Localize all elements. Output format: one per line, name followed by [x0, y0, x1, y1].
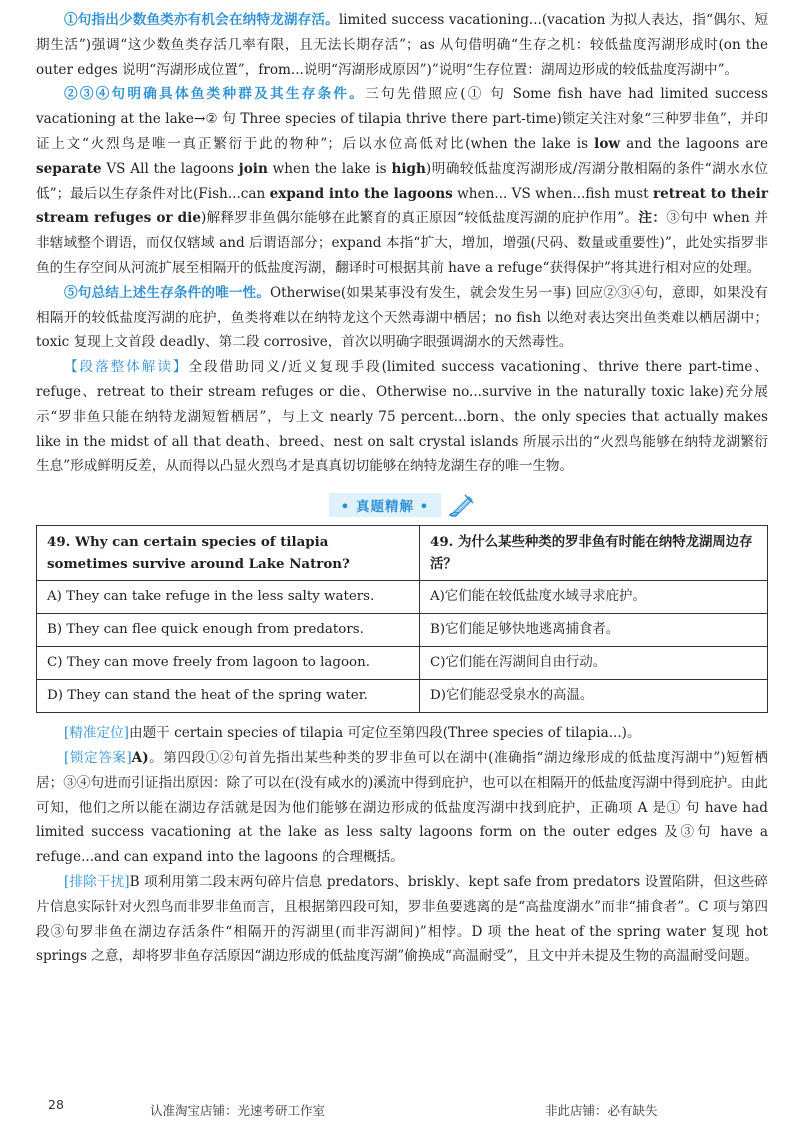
paragraph-2-text: )明确较低盐度泻湖形成/泻湖分散相隔的条件“湖水水位低”；最后以生存条件对比(Fish...can: [36, 160, 768, 202]
option-row: [37, 647, 768, 680]
keyword-expand: expand into the lagoons: [269, 185, 453, 202]
option-c-zh: C)它们能在泻湖间自由行动。: [420, 647, 768, 680]
note-label: 注：: [638, 210, 667, 227]
option-c-en: C) They can move freely from lagoon to lagoon.: [37, 647, 420, 680]
paragraph-2: [36, 82, 768, 280]
question-row: [37, 526, 768, 581]
option-b-zh: B)它们能足够快地逃离捕食者。: [420, 614, 768, 647]
footer-shop-right: 非此店铺：必有缺失: [545, 1103, 658, 1118]
paragraph-2-text: 三句先借照应(① 句 Some fish have had limited success vacationing at the lake→② 句 Three species of tilapia thrive there part-time)锁定关注对象“三种罗非鱼”，并印证上文“火烈鸟是唯一真正繁衍于此的物种”；后以水位高低对比(when the lake is: [36, 86, 768, 152]
analysis-locate-tag: [精准定位]: [64, 725, 129, 742]
option-b-en: B) They can flee quick enough from predators.: [37, 614, 420, 647]
pen-icon: [447, 493, 475, 517]
paragraph-1-lead: ①句指出少数鱼类亦有机会在纳特龙湖存活。: [64, 12, 339, 28]
paragraph-3-lead: ⑤句总结上述生存条件的唯一性。: [64, 284, 271, 301]
option-row: [37, 614, 768, 647]
paragraph-2-note: ③句中 when 并非辖域整个谓语，而仅仅辖域 and 后谓语部分；expand 本指“扩大，增加，增强(尺码、数量或重要性)”，此处实指罗非鱼的生存空间从河流扩展至相隔开的低盐度泻湖，翻译时可根据其前 have a refuge“获得保护”将其进行相对应的处理。: [36, 210, 769, 276]
analysis-answer: [36, 746, 768, 870]
analysis-locate: [36, 721, 768, 746]
keyword-high: high: [391, 160, 426, 177]
question-en: 49. Why can certain species of tilapia sometimes survive around Lake Natron?: [37, 526, 420, 581]
question-zh: 49. 为什么某些种类的罗非鱼有时能在纳特龙湖周边存活？: [420, 526, 768, 581]
footer-shop-left: 认准淘宝店铺：光速考研工作室: [150, 1103, 326, 1118]
paragraph-4-tag: 【段落整体解读】: [64, 359, 189, 376]
option-row: [37, 581, 768, 614]
paragraph-4: [36, 355, 768, 479]
paragraph-2-lead: ②③④句明确具体鱼类种群及其生存条件。: [64, 86, 366, 103]
keyword-low: low: [594, 135, 621, 152]
option-d-en: D) They can stand the heat of the spring water.: [37, 680, 420, 713]
paragraph-1-body: limited success vacationing...(vacation 为拟人表达，指“偶尔、短期生活”)强调“这少数鱼类存活几率有限，且无法长期存活”；as 从句借明确“生存之机：较低盐度泻湖形成时(on the outer edges 说明“泻湖形成位置”，from...说明“泻湖形成原因”)”说明“生存位置：湖周边形成的较低盐度泻湖中”。: [36, 12, 769, 78]
paragraph-3-body: Otherwise(如果某事没有发生，就会发生另一事) 回应②③④句，意即，如果没有相隔开的较低盐度泻湖的庇护，鱼类将难以在纳特龙这个天然毒湖中栖居；no fish 以绝对表达突出鱼类难以栖居湖中；toxic 复现上文首段 deadly、第二段 corrosive，首次以明确字眼强调湖水的天然毒性。: [36, 284, 769, 351]
paragraph-3: [36, 281, 768, 355]
paragraph-2-text: )解释罗非鱼偶尔能够在此繁育的真正原因“较低盐度泻湖的庇护作用”。: [200, 210, 639, 227]
answer-letter: A): [131, 749, 149, 766]
paragraph-2-text: when the lake is: [267, 160, 392, 177]
analysis-answer-body: 。第四段①②句首先指出某些种类的罗非鱼可以在湖中(准确指“湖边缘形成的低盐度泻湖中”)短暂栖居；③④句进而引证指出原因：除了可以在(没有咸水的)溪流中得到庇护，也可以在相隔开的低盐度泻湖中得到庇护。由此可知，他们之所以能在湖边存活就是因为他们能够在湖边形成的低盐度泻湖中找到庇护，正确项 A 是① 句 have had limited success vacationing at the lake as less salty lagoons form on the outer edges 及③句 have a refuge...and can expand into the lagoons 的合理概括。: [36, 749, 768, 866]
analysis-exclude-tag: [排除干扰]: [64, 873, 130, 890]
page-content: [36, 8, 768, 969]
paragraph-4-body: 全段借助同义/近义复现手段(limited success vacationing、thrive there part-time、refuge、retreat to their stream refuges or die、Otherwise no...survive in the naturally toxic lake)充分展示“罗非鱼只能在纳特龙湖短暂栖居”，与上文 nearly 75 percent...born、the only species that actually makes like in the midst of all that death、breed、nest on salt crystal islands 所展示出的“火烈鸟能够在纳特龙湖繁衍生息”形成鲜明反差，从而得以凸显火烈鸟才是真真切切能够在纳特龙湖生存的唯一生物。: [36, 359, 768, 475]
page-number: 28: [48, 1097, 64, 1112]
analysis-exclude: [36, 870, 768, 969]
question-table: [36, 525, 768, 713]
paragraph-2-text: when... VS when...fish must: [452, 185, 653, 202]
paragraph-2-text: and the lagoons are: [620, 135, 768, 152]
keyword-retreat: retreat to their stream refuges or die: [36, 185, 768, 227]
option-d-zh: D)它们能忍受泉水的高温。: [420, 680, 768, 713]
page-footer: [0, 1097, 800, 1121]
keyword-separate: separate: [36, 160, 102, 177]
option-a-en: A) They can take refuge in the less salty waters.: [37, 581, 420, 614]
paragraph-1: [36, 8, 768, 82]
option-row: [37, 680, 768, 713]
analysis-exclude-body: B 项利用第二段末两句碎片信息 predators、briskly、kept safe from predators 设置陷阱，但这些碎片信息实际针对火烈鸟而非罗非鱼而言，且根据第四段可知，罗非鱼要逃离的是“高盐度湖水”而非“捕食者”。C 项与第四段③句罗非鱼在湖边存活条件“相隔开的泻湖里(而非泻湖间)”相悖。D 项 the heat of the spring water 复现 hot springs 之意，却将罗非鱼存活原因“湖边形成的低盐度泻湖”偷换成“高温耐受”，且文中并未提及生物的高温耐受问题。: [36, 873, 768, 965]
paragraph-2-text: VS All the lagoons: [101, 160, 239, 177]
keyword-join: join: [238, 160, 268, 177]
section-banner: [36, 493, 768, 517]
option-a-zh: A)它们能在较低盐度水域寻求庇护。: [420, 581, 768, 614]
analysis-locate-body: 由题干 certain species of tilapia 可定位至第四段(Three species of tilapia...)。: [128, 725, 641, 742]
analysis-answer-tag: [锁定答案]: [64, 749, 132, 766]
analysis-section: [36, 721, 768, 969]
section-banner-label: • 真题精解 •: [329, 493, 442, 517]
